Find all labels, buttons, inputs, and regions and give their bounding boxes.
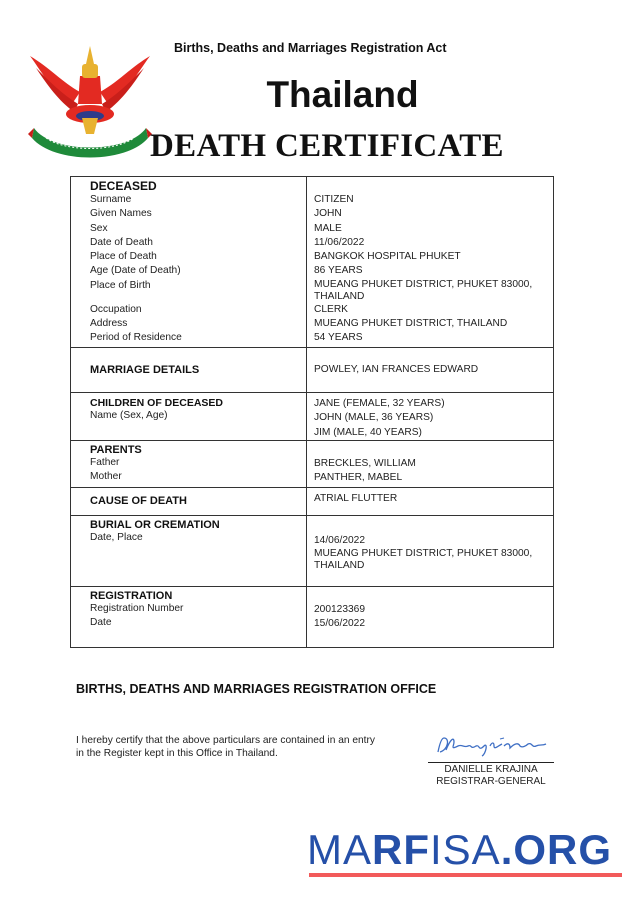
registrar-block xyxy=(428,764,554,788)
field-value: JOHN (MALE, 36 YEARS) xyxy=(314,412,434,424)
section-burial xyxy=(71,515,554,586)
section-parents xyxy=(71,440,554,487)
signature-line xyxy=(428,762,554,763)
country-title: Thailand xyxy=(266,74,419,115)
act-title: Births, Deaths and Marriages Registration Act xyxy=(174,41,447,55)
field-label: Date, Place xyxy=(90,531,143,543)
field-value: 54 YEARS xyxy=(314,332,363,344)
field-value: CLERK xyxy=(314,303,348,315)
field-label: Occupation xyxy=(90,303,142,315)
section-registration xyxy=(71,586,554,647)
field-value: JANE (FEMALE, 32 YEARS) xyxy=(314,398,445,409)
field-value: PANTHER, MABEL xyxy=(314,472,403,484)
certify-line: I hereby certify that the above particulars are contained in an entry xyxy=(76,735,376,746)
field-value: MALE xyxy=(314,222,342,234)
field-label: Date of Death xyxy=(90,236,153,248)
section-heading: DECEASED xyxy=(90,179,157,193)
brand-part: MA xyxy=(307,826,372,873)
field-label: Name (Sex, Age) xyxy=(90,410,168,421)
certificate-table xyxy=(70,176,554,648)
field-label: Place of Birth xyxy=(90,279,151,291)
field-value: MUEANG PHUKET DISTRICT, PHUKET 83000, xyxy=(314,278,533,290)
field-value: 15/06/2022 xyxy=(314,618,365,630)
registrar-name: DANIELLE KRAJINA xyxy=(444,764,538,775)
section-heading: BURIAL OR CREMATION xyxy=(90,518,220,531)
section-heading: CHILDREN OF DECEASED xyxy=(90,397,224,409)
section-children xyxy=(71,393,554,441)
field-label: Address xyxy=(90,318,128,330)
registration-office-title: BIRTHS, DEATHS AND MARRIAGES REGISTRATION OFFICE xyxy=(76,682,437,696)
section-heading: REGISTRATION xyxy=(90,589,173,602)
field-label: Father xyxy=(90,456,120,468)
section-heading: MARRIAGE DETAILS xyxy=(90,364,200,376)
field-value: POWLEY, IAN FRANCES EDWARD xyxy=(314,363,479,375)
brand-part: RF xyxy=(372,826,430,873)
field-value: 86 YEARS xyxy=(314,265,363,277)
document-title: DEATH CERTIFICATE xyxy=(150,128,504,164)
field-value: JIM (MALE, 40 YEARS) xyxy=(314,426,422,438)
section-deceased xyxy=(71,177,554,348)
field-value: CITIZEN xyxy=(314,194,354,205)
section-heading: PARENTS xyxy=(90,443,142,456)
field-value: MUEANG PHUKET DISTRICT, PHUKET 83000, xyxy=(314,548,533,560)
certify-line: in the Register kept in this Office in Thailand. xyxy=(76,748,278,759)
field-value: THAILAND xyxy=(314,290,365,302)
field-label: Mother xyxy=(90,471,122,483)
field-value: BANGKOK HOSPITAL PHUKET xyxy=(314,251,461,263)
field-value: ATRIAL FLUTTER xyxy=(314,492,398,504)
field-label: Place of Death xyxy=(90,251,157,263)
signature-icon xyxy=(432,732,552,758)
field-label: Surname xyxy=(90,194,132,205)
field-value: 200123369 xyxy=(314,603,365,615)
brand-part: ISA xyxy=(430,826,501,873)
field-label: Sex xyxy=(90,222,108,234)
section-heading: CAUSE OF DEATH xyxy=(90,495,187,508)
field-value: JOHN xyxy=(314,208,342,220)
registrar-title: REGISTRAR-GENERAL xyxy=(436,776,546,787)
field-label: Given Names xyxy=(90,208,152,220)
section-cause-of-death xyxy=(71,487,554,515)
field-label: Age (Date of Death) xyxy=(90,265,181,277)
brand-part: .ORG xyxy=(500,826,613,873)
field-value: 14/06/2022 xyxy=(314,534,365,546)
field-value: MUEANG PHUKET DISTRICT, THAILAND xyxy=(314,318,508,330)
field-label: Period of Residence xyxy=(90,332,182,344)
certification-statement xyxy=(76,734,375,760)
field-value: 11/06/2022 xyxy=(314,236,365,248)
brand-underline xyxy=(309,873,622,877)
field-label: Date xyxy=(90,617,112,629)
marfisa-watermark-logo xyxy=(307,826,612,874)
section-marriage xyxy=(71,348,554,393)
field-value: BRECKLES, WILLIAM xyxy=(314,457,416,469)
field-value: THAILAND xyxy=(314,560,365,572)
field-label: Registration Number xyxy=(90,602,184,614)
